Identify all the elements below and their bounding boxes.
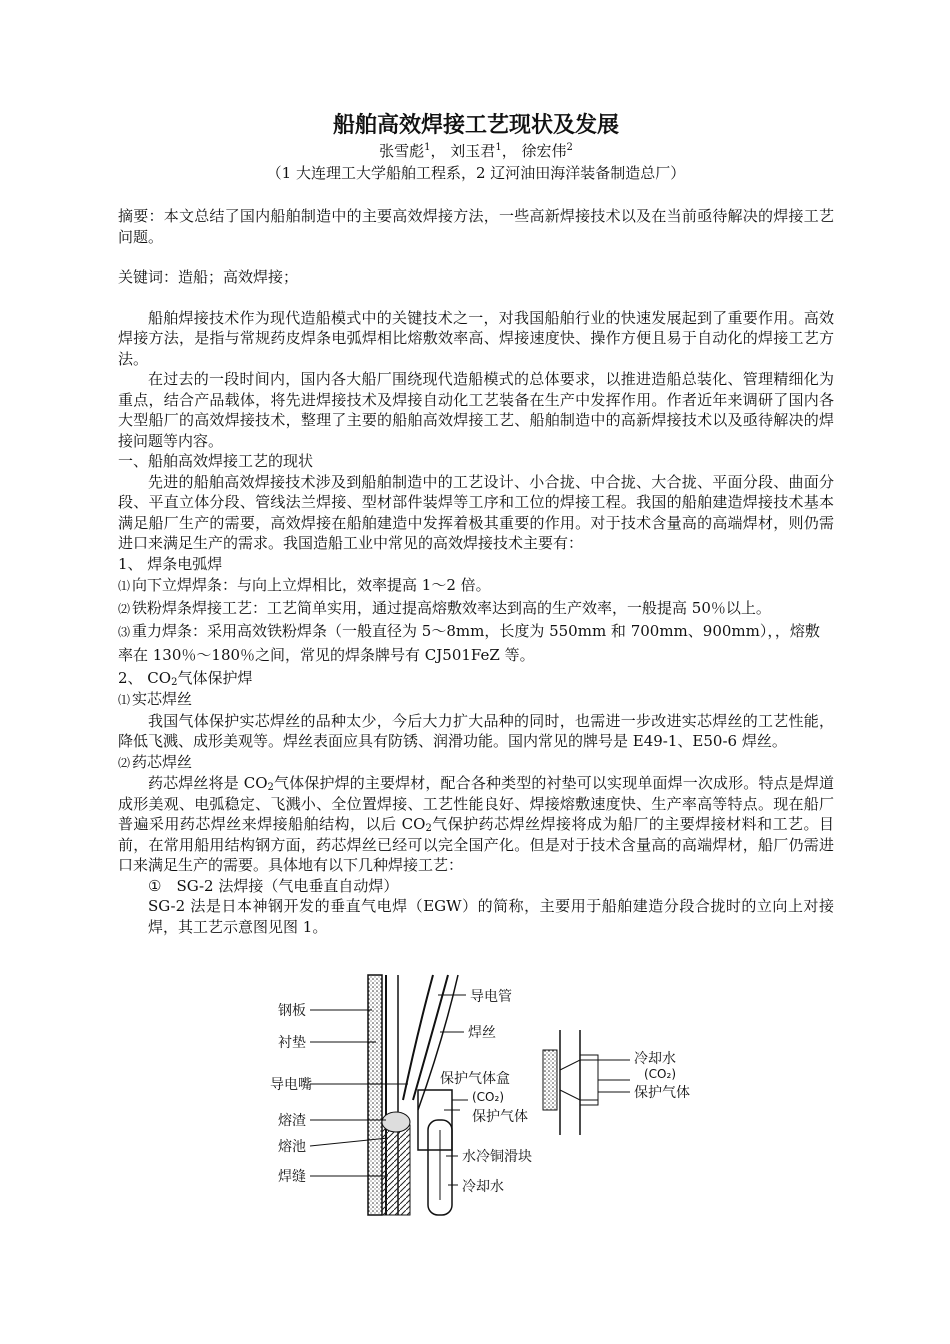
paragraph-background: 在过去的一段时间内，国内各大船厂围绕现代造船模式的总体要求，以推进造船总装化、管理精细化为重点，结合产品载体，将先进焊接技术及焊接自动化工艺装备在生产中发挥作用。作者近年来调研了国内各大型船厂的高效焊接技术，整理了主要的船舶高效焊接工艺、船舶制造中的高新焊接技术以及亟待解决的焊接问题等内容。	[118, 370, 834, 450]
author-2: 刘玉君	[450, 142, 496, 160]
paper-title: 船舶高效焊接工艺现状及发展	[332, 112, 619, 138]
label-cool: 冷却水	[462, 1179, 504, 1195]
subscript: 2	[267, 782, 274, 793]
paragraph-intro: 船舶焊接技术作为现代造船模式中的关键技术之一，对我国船舶行业的快速发展起到了重要作用。高效焊接方法，是指与常规药皮焊条电弧焊相比熔敷效率高、焊接速度快、操作方便且易于自动化的焊接工艺方法。	[118, 308, 834, 368]
right-backing	[543, 1050, 557, 1110]
label-gasbox: 保护气体盒	[440, 1071, 510, 1087]
section-heading-1: 一、船舶高效焊接工艺的现状	[118, 452, 314, 470]
list-text: 实芯焊丝	[132, 690, 193, 708]
paragraph-solid-wire: 我国气体保护实芯焊丝的品种太少，今后大力扩大品种的同时，也需进一步改进实芯焊丝的工艺性能，降低飞溅、成形美观等。焊丝表面应具有防锈、润滑功能。国内常见的牌号是 E49-1、E50-6 焊丝。	[118, 711, 834, 750]
label-pool: 熔池	[278, 1139, 306, 1155]
label-wire: 焊丝	[468, 1025, 496, 1041]
label-steel: 钢板	[278, 1003, 306, 1019]
list-number: ⑶	[118, 625, 131, 639]
document-page	[118, 110, 834, 937]
backing-strip	[368, 975, 382, 1215]
molten-pool	[382, 1112, 410, 1132]
list-item	[118, 620, 834, 667]
text-run: 气体保护焊的主要焊材，配合各种类型的衬垫可以实现单面焊一次成形。特点是焊道成形美观、电弧稳定、飞溅小、全位置焊接、工艺性能良好、焊接熔敷速度快、生产率高等特点。现在船厂普遍采用药芯焊丝来焊接船舶结构，以后 CO	[118, 774, 834, 833]
list-text: 重力焊条：采用高效铁粉焊条（一般直径为 5～8mm，长度为 550mm 和 700mm、900mm），，熔敷率在 130％～180％之间，常见的焊条牌号有 CJ501FeZ 等。	[118, 622, 820, 664]
author-2-affil: 1	[495, 142, 502, 153]
paragraph-flux-wire	[118, 773, 834, 876]
author-1-affil: 1	[424, 142, 431, 153]
right-copper-shoe	[580, 1055, 598, 1105]
list-number: ⑴	[118, 693, 131, 707]
list-number: ⑵	[118, 755, 131, 770]
list-item	[118, 689, 834, 711]
abstract: 摘要：本文总结了国内船舶制造中的主要高效焊接方法，一些高新焊接技术以及在当前亟待解决的焊接工艺问题。	[118, 207, 834, 246]
author-line	[118, 140, 834, 162]
list-item	[118, 574, 834, 597]
list-item	[118, 597, 834, 620]
list-text: 药芯焊丝	[132, 752, 193, 771]
subsection-heading-2	[118, 667, 834, 689]
figure-1-welding-diagram	[268, 970, 708, 1220]
label-backing: 衬垫	[278, 1035, 306, 1051]
text-run: 药芯焊丝将是 CO	[148, 774, 268, 792]
list-text: 向下立焊焊条：与向上立焊相比，效率提高 1～2 倍。	[132, 576, 491, 594]
author-3-affil: 2	[566, 142, 573, 153]
author-1: 张雪彪	[379, 142, 425, 160]
label-slag: 熔渣	[278, 1113, 306, 1129]
list-item	[118, 752, 834, 774]
label-right-co2: (CO₂)	[644, 1067, 676, 1081]
paragraph-sg2: SG-2 法是日本神钢开发的垂直气电焊（EGW）的简称，主要用于船舶建造分段合拢时的立向上对接焊，其工艺示意图见图 1。	[148, 897, 834, 936]
label-copper: 水冷铜滑块	[462, 1149, 532, 1165]
subscript: 2	[171, 677, 178, 688]
keywords: 关键词：造船；高效焊接；	[118, 268, 299, 286]
affiliation: （1 大连理工大学船舶工程系，2 辽河油田海洋装备制造总厂）	[266, 164, 686, 182]
subsection-heading-3: ① SG-2 法焊接（气电垂直自动焊）	[148, 876, 399, 895]
subscript: 2	[425, 823, 432, 834]
text-run: 气保护药芯焊丝焊接将成为船厂的主要焊接材料和工艺。目前，在常用船用结构钢方面，药芯焊丝已经可以完全国产化。但是对于技术含量高的高端焊材，船厂仍需进口来满足生产的需要。具体地有以下几种焊接工艺：	[118, 815, 834, 874]
list-number: ⑵	[118, 602, 131, 616]
author-sep: ，	[430, 142, 446, 160]
list-number: ⑴	[118, 579, 131, 593]
label-gas: 保护气体	[472, 1109, 528, 1125]
label-tube: 导电管	[470, 989, 512, 1005]
list-text: 铁粉焊条焊接工艺：工艺简单实用，通过提高熔敷效率达到高的生产效率，一般提高 50％以上。	[132, 599, 771, 617]
label-right-gas: 保护气体	[634, 1085, 690, 1101]
heading-text: 2、 CO	[118, 669, 172, 687]
author-3: 徐宏伟	[521, 142, 567, 160]
label-nozzle: 导电嘴	[270, 1077, 312, 1093]
subsection-heading-1: 1、 焊条电弧焊	[118, 554, 223, 573]
label-right-cool: 冷却水	[634, 1051, 676, 1067]
label-co2: (CO₂)	[472, 1090, 504, 1104]
heading-text: 气体保护焊	[177, 669, 253, 687]
label-seam: 焊缝	[278, 1169, 306, 1185]
paragraph-overview: 先进的船舶高效焊接技术涉及到船舶制造中的工艺设计、小合拢、中合拢、大合拢、平面分段、曲面分段、平直立体分段、管线法兰焊接、型材部件装焊等工序和工位的焊接工程。我国的船舶建造焊接技术基本满足船厂生产的需要，高效焊接在船舶建造中发挥着极其重要的作用。对于技术含量高的高端焊材，则仍需进口来满足生产的需求。我国造船工业中常见的高效焊接技术主要有：	[118, 472, 834, 552]
author-sep: ，	[501, 142, 517, 160]
